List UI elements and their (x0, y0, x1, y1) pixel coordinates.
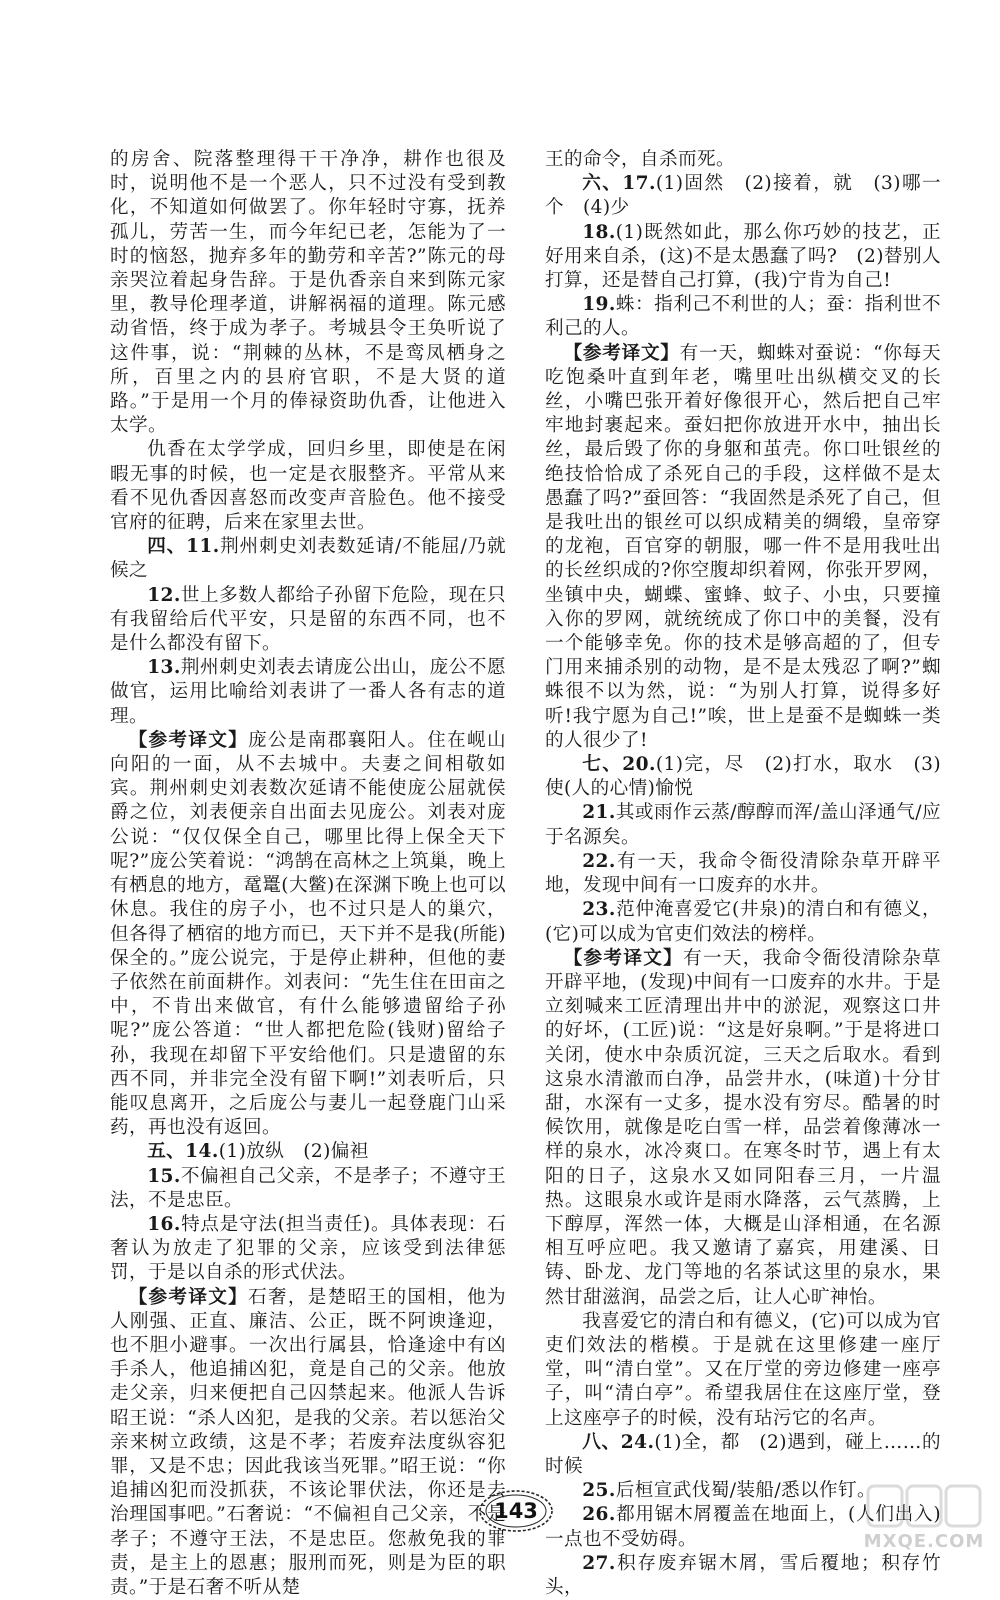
paragraph (545, 1310, 941, 1431)
page-number-badge (477, 1488, 555, 1534)
paragraph-text: 后桓宣武伐蜀/装船/悉以作钉。 (615, 1480, 876, 1502)
answer-stamp-icon (862, 1482, 986, 1534)
question-number: 25. (582, 1480, 616, 1502)
paragraph-text: (1)既然如此，那么你巧妙的技艺，正好用来自杀，(这)不是太愚蠢了吗? (2)替别人打算，还是替自己打算，(我)宁肯为自己! (545, 221, 941, 292)
paragraph (545, 1431, 941, 1479)
question-number: 六、17. (582, 173, 656, 195)
paragraph-text: 有一天，蜘蛛对蚕说：“你每天吃饱桑叶直到年老，嘴里吐出纵横交叉的长丝，小嘴巴张开着好像很开心，然后把自己牢牢地封裹起来。蚕妇把你放进开水中，抽出长丝，最后毁了你的身躯和茧壳。你口吐银丝的绝技恰恰成了杀死自己的手段，这样做不是太愚蠢了吗?”蚕回答：“我固然是杀死了自己，但是我吐出的银丝可以织成精美的绸缎，皇帝穿的龙袍，百官穿的朝服，哪一件不是用我吐出的长丝织成的?你空腹却织着网，你张开罗网，坐镇中央，蝴蝶、蜜蜂、蚊子、小虫，只要撞入你的罗网，就统统成了你口中的美餐，没有一个能够幸免。你的技术是够高超的了，但专门用来捕杀别的动物，是不是太残忍了啊?”蜘蛛很不以为然，说：“为别人打算，说得多好听!我宁愿为自己!”唉，世上是蚕不是蜘蛛一类的人很少了! (545, 342, 942, 751)
paragraph-text: 我喜爱它的清白和有德义，(它)可以成为官吏们效法的楷模。于是就在这里修建一座厅堂，叫“清白堂”。又在厅堂的旁边修建一座亭子，叫“清白亭”。希望我居住在这座厅堂，登上这座亭子的时候，没有玷污它的名声。 (545, 1310, 941, 1429)
question-number: 八、24. (582, 1431, 655, 1453)
paragraph-text: 世上多数人都给子孙留下危险，现在只有我留给后代平安，只是留的东西不同，也不是什么都没有留下。 (110, 584, 506, 655)
paragraph-text: (1)固然 (2)接着，就 (3)哪一个 (4)少 (545, 173, 941, 219)
paragraph (545, 850, 941, 898)
paragraph-text: 荆州刺史刘表去请庞公出山，庞公不愿做官，运用比喻给刘表讲了一番人各有志的道理。 (110, 657, 506, 727)
paragraph (545, 898, 941, 946)
right-text-column (545, 148, 941, 1600)
watermark-text: MXQE.COM (863, 1531, 985, 1552)
paragraph (110, 584, 506, 657)
paragraph-text: 特点是守法(担当责任)。具体表现：石奢认为放走了犯罪的父亲，应该受到法律惩罚，于是以自杀的形式伏法。 (110, 1213, 506, 1284)
paragraph (545, 342, 941, 753)
paragraph (545, 801, 941, 849)
paragraph (110, 656, 506, 729)
paragraph (110, 148, 506, 438)
paragraph-text: 的房舍、院落整理得干干净净，耕作也很及时，说明他不是一个恶人，只不过没有受到教化，不知道如何做罢了。你年轻时守寡，抚养孤儿，劳苦一生，而今年纪已老，怎能为了一时的恼怒，抛弃多年的勤劳和辛苦?”陈元的母亲哭泣着起身告辞。于是仇香亲自来到陈元家里，教导伦理孝道，讲解祸福的道理。陈元感动省悟，终于成为孝子。考城县令王奂听说了这件事，说：“荆棘的丛林，不是鸾凤栖身之所，百里之内的县府官职，不是大贤的道路。”于是用一个月的俸禄资助仇香，让他进入太学。 (110, 149, 506, 437)
question-number: 【参考译文】 (128, 729, 249, 751)
paragraph-text: 范仲淹喜爱它(井泉)的清白和有德义，(它)可以成为官吏们效法的榜样。 (545, 899, 941, 945)
paragraph-text: 积存废弃锯木屑，雪后覆地；积存竹头， (545, 1552, 941, 1598)
question-number: 18. (582, 221, 616, 243)
paragraph-text: 荆州刺史刘表数延请/不能屈/乃就候之 (110, 536, 506, 582)
question-number: 【参考译文】 (563, 342, 680, 364)
paragraph (110, 1165, 506, 1213)
paragraph (110, 1213, 506, 1286)
paragraph-text: 蛛：指利己不利世的人；蚕：指利世不利己的人。 (545, 294, 941, 340)
paragraph-text: 王的命令，自杀而死。 (545, 149, 735, 170)
question-number: 【参考译文】 (563, 947, 684, 969)
paragraph (545, 293, 941, 341)
question-number: 23. (582, 899, 616, 921)
left-text-column (110, 148, 506, 1600)
question-number: 27. (582, 1552, 616, 1574)
paragraph-text: 仇香在太学学成，回归乡里，即使是在闲暇无事的时候，也一定是衣服整齐。平常从来看不见仇香因喜怒而改变声音脸色。他不接受官府的征聘，后来在家里去世。 (110, 439, 506, 534)
paragraph (110, 438, 506, 535)
paragraph-text: 其或雨作云蒸/醇醇而浑/盖山泽通气/应于名源矣。 (545, 802, 941, 848)
question-number: 22. (582, 850, 616, 872)
paragraph (110, 535, 506, 583)
paragraph (545, 148, 941, 172)
question-number: 五、14. (147, 1141, 219, 1163)
paragraph (110, 729, 506, 1140)
question-number: 四、11. (147, 536, 220, 558)
paragraph (545, 947, 941, 1310)
question-number: 26. (582, 1504, 616, 1526)
question-number: 19. (582, 294, 616, 316)
paragraph-text: 庞公是南郡襄阳人。住在岘山向阳的一面，从不去城中。夫妻之间相敬如宾。荆州刺史刘表数次延请不能使庞公屈就侯爵之位，刘表便亲自出面去见庞公。刘表对庞公说：“仅仅保全自己，哪里比得上保全天下呢?”庞公笑着说：“鸿鹄在高林之上筑巢，晚上有栖息的地方，鼋鼍(大鳖)在深渊下晚上也可以休息。我住的房子小，也不过只是人的巢穴，但各得了栖宿的地方而已，天下并不是我(所能)保全的。”庞公说完，于是停止耕种，但他的妻子依然在前面耕作。刘表问：“先生住在田亩之中，不肯出来做官，有什么能够遗留给子孙呢?”庞公答道：“世人都把危险(钱财)留给子孙，我现在却留下平安给他们。只是遗留的东西不同，并非完全没有留下啊!”刘表听后，只能叹息离开，之后庞公与妻儿一起登鹿门山采药，再也没有返回。 (110, 729, 506, 1139)
question-number: 16. (147, 1213, 181, 1235)
question-number: 12. (147, 584, 181, 606)
paragraph-text: (1)放纵 (2)偏袒 (218, 1141, 369, 1163)
paragraph-text: (1)全，都 (2)遇到，碰上……的时候 (545, 1431, 941, 1477)
paragraph-text: 不偏袒自己父亲，不是孝子；不遵守王法，不是忠臣。 (110, 1165, 506, 1211)
paragraph (545, 172, 941, 220)
paragraph-text: 石奢，是楚昭王的国相，他为人刚强、正直、廉洁、公正，既不阿谀逢迎，也不胆小避事。一次出行属县，恰逢途中有凶手杀人，他追捕凶犯，竟是自己的父亲。他放走父亲，归来便把自己囚禁起来。他派人告诉昭王说：“杀人凶犯，是我的父亲。若以惩治父亲来树立政绩，这是不孝；若废弃法度纵容犯罪，又是不忠；因此我该当死罪。”昭王说：“你追捕凶犯而没抓获，不该论罪伏法，你还是去治理国事吧。”石奢说：“不偏袒自己父亲，不是孝子；不遵守王法，不是忠臣。您赦免我的罪责，是主上的恩惠；服刑而死，则是为臣的职责。”于是石奢不听从楚 (110, 1286, 506, 1598)
question-number: 七、20. (582, 754, 656, 776)
question-number: 21. (582, 802, 616, 824)
paragraph (545, 221, 941, 294)
paragraph-text: 有一天，我命令衙役清除杂草开辟平地，(发现)中间有一口废弃的水井。于是立刻喊来工匠清理出井中的淤泥，观察这口井的好坏，(工匠)说：“这是好泉啊。”于是将进口关闭，使水中杂质沉淀，三天之后取水。看到这泉水清澈而白净，品尝井水，(味道)十分甘甜，水深有一丈多，提水没有穷尽。酷暑的时候饮用，就像是吃白雪一样，品尝着像薄冰一样的泉水，冰冷爽口。在寒冬时节，遇上有太阳的日子，这泉水又如同阳春三月，一片温热。这眼泉水或许是雨水降落，云气蒸腾，上下醇厚，浑然一体，大概是山泽相通，在名源相互呼应吧。我又邀请了嘉宾，用建溪、日铸、卧龙、龙门等地的名茶试这里的泉水，果然甘甜滋润，品尝之后，让人心旷神怡。 (545, 947, 941, 1308)
paragraph-text: 有一天，我命令衙役清除杂草开辟平地，发现中间有一口废弃的水井。 (545, 850, 941, 897)
paragraph (110, 1286, 506, 1600)
paragraph (545, 753, 941, 801)
paragraph (110, 1140, 506, 1164)
paragraph-text: (1)完，尽 (2)打水，取水 (3)使(人的心情)愉悦 (545, 754, 941, 800)
page-number: 143 (494, 1499, 538, 1523)
question-number: 13. (147, 657, 181, 679)
question-number: 【参考译文】 (128, 1286, 249, 1308)
question-number: 15. (147, 1165, 181, 1187)
watermark-logo (862, 1482, 986, 1554)
paragraph-text: 都用锯木屑覆盖在地面上，(人们出入)一点也不受妨碍。 (545, 1504, 941, 1550)
paragraph (545, 1552, 941, 1600)
